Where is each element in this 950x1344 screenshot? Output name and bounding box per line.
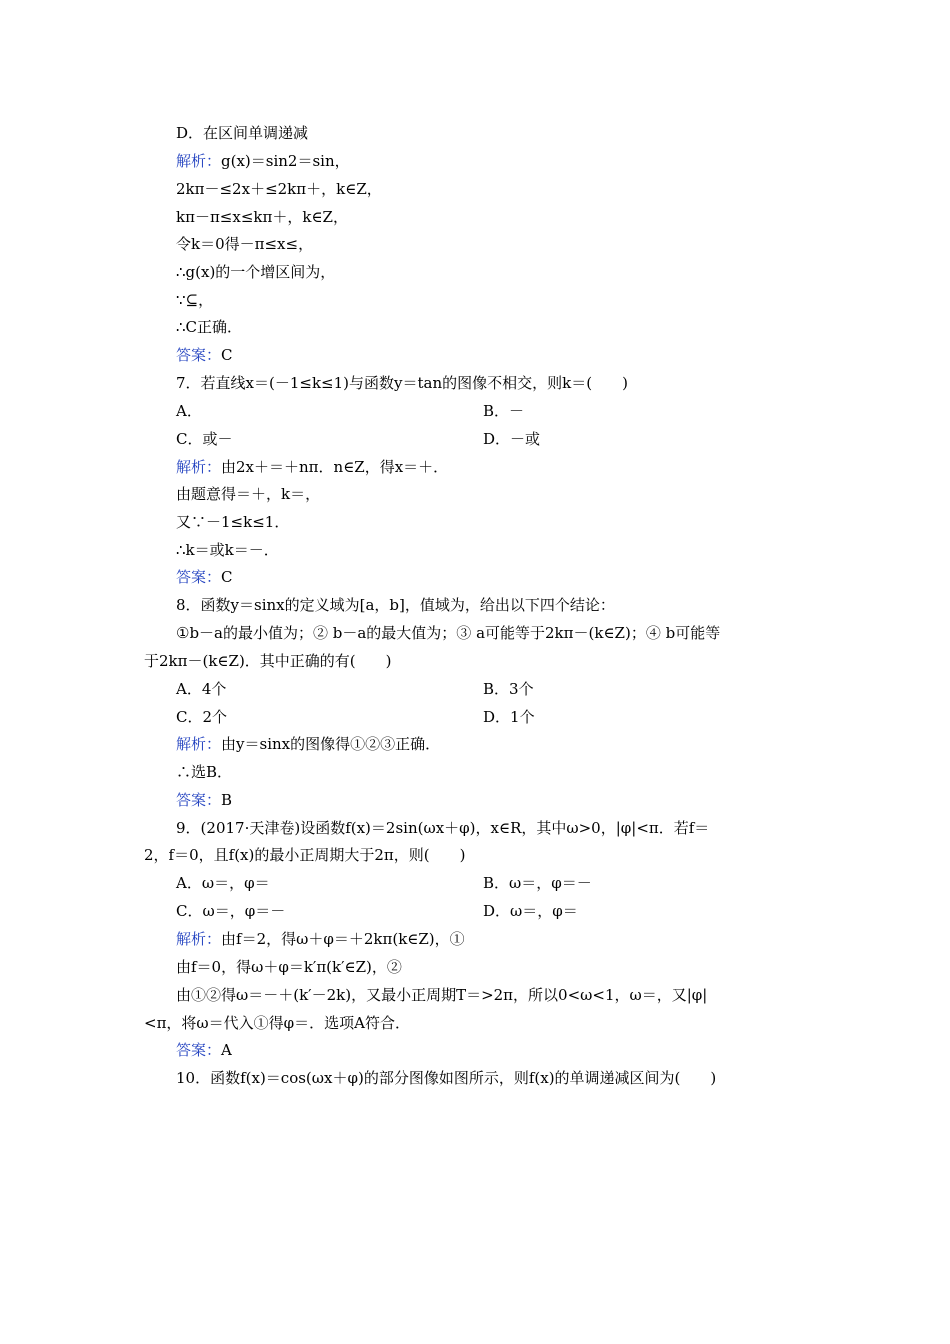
q7-option-b: B．－ [483,402,525,420]
q6-analysis-line-6: ∵⊆， [176,291,214,309]
q9-option-a: A．ω＝，φ＝ [176,874,270,892]
q6-analysis-line-3: kπ－π≤x≤kπ＋，k∈Z， [176,208,348,226]
q6-option-d: D．在区间单调递减 [176,124,309,142]
q9-analysis-line-1: 由f＝2，得ω＋φ＝＋2kπ(k∈Z)，① [221,930,465,948]
q6-answer-value: C [221,346,233,364]
q7-option-c: C．或－ [176,430,233,448]
q9-option-d: D．ω＝，φ＝ [483,902,578,920]
q9-option-b: B．ω＝，φ＝－ [483,874,592,892]
answer-label: 答案： [176,346,222,364]
q8-analysis-line-2: ∴选B． [176,763,233,781]
q6-analysis-line-5: ∴g(x)的一个增区间为， [176,263,336,281]
q9-analysis-line-3: 由①②得ω＝－＋(k′－2k)，又最小正周期T＝>2π，所以0<ω<1，ω＝，又|φ| [176,986,708,1004]
q7-analysis-line-1: 由2x＋＝＋nπ．n∈Z，得x＝＋． [221,458,449,476]
q9-stem-line-2: 2，f＝0，且f(x)的最小正周期大于2π，则( ) [144,846,466,864]
q6-analysis-line-4: 令k＝0得－π≤x≤， [176,235,314,253]
q9-analysis-line-2: 由f＝0，得ω＋φ＝k′π(k′∈Z)，② [176,958,402,976]
q9-analysis-line-4: <π，将ω＝代入①得φ＝．选项A符合． [144,1014,410,1032]
analysis-label: 解析： [176,735,222,753]
q7-analysis-line-2: 由题意得＝＋，k＝， [176,485,321,503]
q7-analysis [176,457,448,477]
q9-option-c: C．ω＝，φ＝－ [176,902,286,920]
answer-label: 答案： [176,568,222,586]
q8-analysis-line-1: 由y＝sinx的图像得①②③正确． [221,735,441,753]
q8-stem-line-2: ①b－a的最小值为；② b－a的最大值为；③ a可能等于2kπ－(k∈Z)；④ b可能等 [176,624,721,642]
q9-stem: 9．(2017·天津卷)设函数f(x)＝2sin(ωx＋φ)，x∈R，其中ω>0，|φ|<π．若f＝ [176,819,710,837]
q8-answer [176,790,232,810]
analysis-label: 解析： [176,930,222,948]
q6-analysis-line-7: ∴C正确． [176,318,243,336]
q7-answer [176,567,233,587]
q7-option-d: D．－或 [483,430,541,448]
q7-analysis-line-4: ∴k＝或k＝－． [176,541,279,559]
q7-stem: 7．若直线x＝(－1≤k≤1)与函数y＝tan的图像不相交，则k＝( ) [176,374,628,392]
q8-option-a: A．4个 [176,680,227,698]
answer-label: 答案： [176,791,222,809]
q6-analysis-line-1: g(x)＝sin2＝sin， [221,152,350,170]
analysis-label: 解析： [176,152,222,170]
q7-analysis-line-3: 又∵－1≤k≤1． [176,513,290,531]
q6-analysis-line-2: 2kπ－≤2x＋≤2kπ＋，k∈Z， [176,180,382,198]
q9-answer-value: A [221,1041,232,1059]
q8-option-b: B．3个 [483,680,534,698]
q7-option-a: A． [176,402,202,420]
q8-analysis [176,734,440,754]
q8-answer-value: B [221,791,233,809]
q8-option-c: C．2个 [176,708,228,726]
q8-option-d: D．1个 [483,708,535,726]
q9-answer [176,1040,232,1060]
q8-stem-line-3: 于2kπ－(k∈Z)．其中正确的有( ) [144,652,392,670]
q9-analysis [176,929,465,949]
q7-answer-value: C [221,568,233,586]
answer-label: 答案： [176,1041,222,1059]
q10-stem: 10．函数f(x)＝cos(ωx＋φ)的部分图像如图所示，则f(x)的单调递减区间为( ) [176,1069,717,1087]
analysis-label: 解析： [176,458,222,476]
q6-answer [176,345,233,365]
q6-analysis [176,151,350,171]
q8-stem: 8．函数y＝sinx的定义域为[a，b]，值域为，给出以下四个结论： [176,596,615,614]
